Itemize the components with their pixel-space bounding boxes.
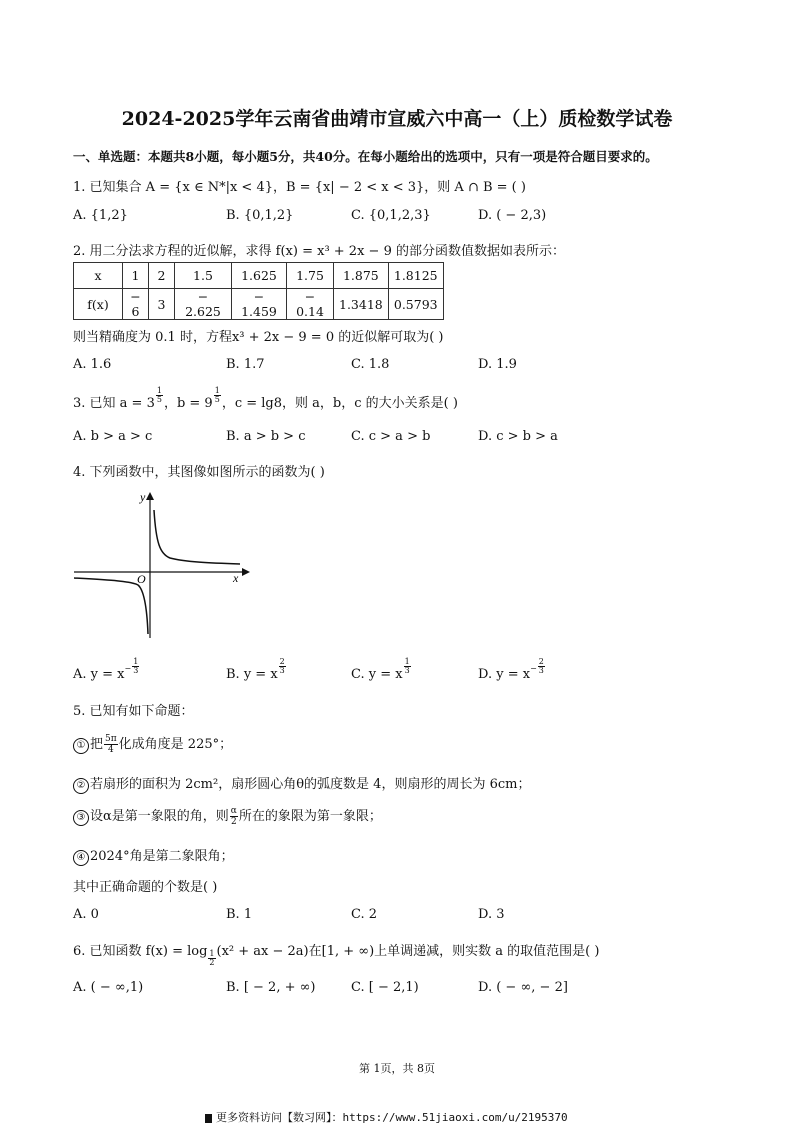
table-cell: − 6 <box>123 289 149 320</box>
option-text: D. y = x <box>478 667 531 682</box>
q1-option-a[interactable]: A. {1,2} <box>73 208 128 223</box>
base-den: 2 <box>209 958 215 967</box>
q1-option-d[interactable]: D. ( − 2,3) <box>478 208 547 223</box>
q2-option-b[interactable]: B. 1.7 <box>226 357 265 372</box>
table-cell: 0.5793 <box>388 289 443 320</box>
origin-label: O <box>137 572 146 586</box>
exp-num: 2 <box>279 657 285 666</box>
prop-text: 2024°角是第二象限角； <box>90 849 234 864</box>
table-cell: f(x) <box>74 289 123 320</box>
exp-num: 1 <box>404 657 410 666</box>
exp-den: 3 <box>538 666 544 675</box>
promo-text: 更多资料访问【数习网】：https://www.51jiaoxi.com/u/2195370 <box>216 1111 568 1124</box>
table-cell: 1.5 <box>175 263 232 289</box>
q5-proposition-4 <box>73 845 234 866</box>
circled-number: ④ <box>73 850 89 866</box>
frac-num: α <box>230 806 237 816</box>
circled-number: ② <box>73 778 89 794</box>
option-exponent <box>404 658 411 675</box>
q5-proposition-1 <box>73 733 232 755</box>
table-row <box>74 289 444 320</box>
q5-option-d[interactable]: D. 3 <box>478 907 505 922</box>
exp-num: 1 <box>214 386 220 395</box>
table-row <box>74 263 444 289</box>
q2-option-c[interactable]: C. 1.8 <box>351 357 390 372</box>
exp-sign: − <box>530 664 537 673</box>
fraction <box>230 806 238 827</box>
option-exponent <box>132 658 139 675</box>
log-base <box>208 950 215 967</box>
q3-text-post: ，c = lg8，则 a，b，c 的大小关系是( ) <box>221 396 458 411</box>
question-2-followup: 则当精确度为 0.1 时，方程x³ + 2x − 9 = 0 的近似解可取为( ) <box>73 330 444 345</box>
q4-option-a[interactable] <box>73 657 140 683</box>
option-text: B. y = x <box>226 667 278 682</box>
table-cell: 2 <box>149 263 175 289</box>
q5-proposition-3 <box>73 805 382 827</box>
table-cell: x <box>74 263 123 289</box>
x-axis-arrow <box>242 568 250 576</box>
question-6 <box>73 940 600 967</box>
table-cell: 1 <box>123 263 149 289</box>
q1-option-b[interactable]: B. {0,1,2} <box>226 208 294 223</box>
circled-number: ① <box>73 738 89 754</box>
option-exponent <box>279 658 286 675</box>
question-1: 1. 已知集合 A = {x ∈ N*|x < 4}，B = {x| − 2 < x < 3}，则 A ∩ B = ( ) <box>73 180 526 195</box>
q4-option-b[interactable] <box>226 657 287 683</box>
prop-text: 把 <box>90 737 104 752</box>
function-value-table <box>73 262 444 320</box>
page-footer: 第 1页，共 8页 <box>359 1062 435 1075</box>
exp-den: 3 <box>404 666 410 675</box>
function-graph <box>70 488 250 643</box>
question-5: 5. 已知有如下命题： <box>73 704 194 719</box>
q3-text-pre: 3. 已知 a = 3 <box>73 396 155 411</box>
exp-num: 1 <box>156 386 162 395</box>
frac-num: 5π <box>105 734 117 744</box>
q6-option-c[interactable]: C. [ − 2,1) <box>351 980 419 995</box>
table-cell: 1.3418 <box>334 289 389 320</box>
table-cell: 1.75 <box>287 263 334 289</box>
prop-text: 化成角度是 225°； <box>118 737 233 752</box>
table-cell: 1.875 <box>334 263 389 289</box>
exp-den: 5 <box>156 395 162 404</box>
section-heading: 一、单选题：本题共8小题，每小题5分，共40分。在每小题给出的选项中，只有一项是符合题目要求的。 <box>73 149 658 164</box>
q2-option-d[interactable]: D. 1.9 <box>478 357 517 372</box>
option-exponent <box>538 658 545 675</box>
base-num: 1 <box>209 949 215 958</box>
q5-option-c[interactable]: C. 2 <box>351 907 378 922</box>
q6-option-d[interactable]: D. ( − ∞, − 2] <box>478 980 568 995</box>
flag-icon <box>205 1114 212 1123</box>
exp-den: 3 <box>133 666 139 675</box>
exp-num: 2 <box>538 657 544 666</box>
question-4: 4. 下列函数中，其图像如图所示的函数为( ) <box>73 465 325 480</box>
q5-option-b[interactable]: B. 1 <box>226 907 253 922</box>
table-cell: − 1.459 <box>232 289 287 320</box>
x-axis-label: x <box>233 571 239 585</box>
q4-option-c[interactable] <box>351 657 412 683</box>
q1-option-c[interactable]: C. {0,1,2,3} <box>351 208 431 223</box>
exp-den: 3 <box>279 666 285 675</box>
table-cell: 1.625 <box>232 263 287 289</box>
q4-option-d[interactable] <box>478 657 546 683</box>
q3-option-a[interactable]: A. b > a > c <box>73 429 153 444</box>
q3-option-b[interactable]: B. a > b > c <box>226 429 306 444</box>
exp-den: 5 <box>214 395 220 404</box>
table-cell: 3 <box>149 289 175 320</box>
prop-text: 若扇形的面积为 2cm²，扇形圆心角θ的弧度数是 4，则扇形的周长为 6cm； <box>90 777 531 792</box>
curve-left-branch <box>74 578 148 634</box>
y-axis-label: y <box>140 490 146 504</box>
table-cell: − 0.14 <box>287 289 334 320</box>
q6-option-b[interactable]: B. [ − 2, + ∞) <box>226 980 316 995</box>
page-title: 2024-2025学年云南省曲靖市宣威六中高一（上）质检数学试卷 <box>121 108 673 130</box>
q2-option-a[interactable]: A. 1.6 <box>73 357 112 372</box>
q3-option-c[interactable]: C. c > a > b <box>351 429 431 444</box>
q5-option-a[interactable]: A. 0 <box>73 907 99 922</box>
q3-exp-b <box>214 387 221 404</box>
q6-option-a[interactable]: A. ( − ∞,1) <box>73 980 144 995</box>
promo-line[interactable] <box>205 1109 568 1125</box>
question-2: 2. 用二分法求方程的近似解，求得 f(x) = x³ + 2x − 9 的部分函数值数据如表所示： <box>73 244 565 259</box>
question-3 <box>73 386 458 412</box>
fraction <box>104 734 118 755</box>
frac-den: 4 <box>107 745 114 755</box>
prop-text: 所在的象限为第一象限； <box>238 809 382 824</box>
question-5-followup: 其中正确命题的个数是( ) <box>73 880 218 895</box>
table-cell: 1.8125 <box>388 263 443 289</box>
exp-sign: − <box>124 664 132 673</box>
frac-den: 2 <box>230 817 237 827</box>
table-cell: − 2.625 <box>175 289 232 320</box>
q3-exp-a <box>156 387 163 404</box>
exp-num: 1 <box>133 657 139 666</box>
q5-proposition-2 <box>73 773 530 794</box>
y-axis-arrow <box>146 492 154 500</box>
curve-right-branch <box>154 510 240 564</box>
q3-text-mid: ，b = 9 <box>163 396 213 411</box>
q6-text-post: (x² + ax − 2a)在[1, + ∞)上单调递减，则实数 a 的取值范围是( ) <box>216 944 600 959</box>
prop-text: 设α是第一象限的角，则 <box>90 809 229 824</box>
q3-option-d[interactable]: D. c > b > a <box>478 429 558 444</box>
q6-text-pre: 6. 已知函数 f(x) = log <box>73 944 208 959</box>
option-text: A. y = x <box>73 667 125 682</box>
circled-number: ③ <box>73 810 89 826</box>
option-text: C. y = x <box>351 667 403 682</box>
